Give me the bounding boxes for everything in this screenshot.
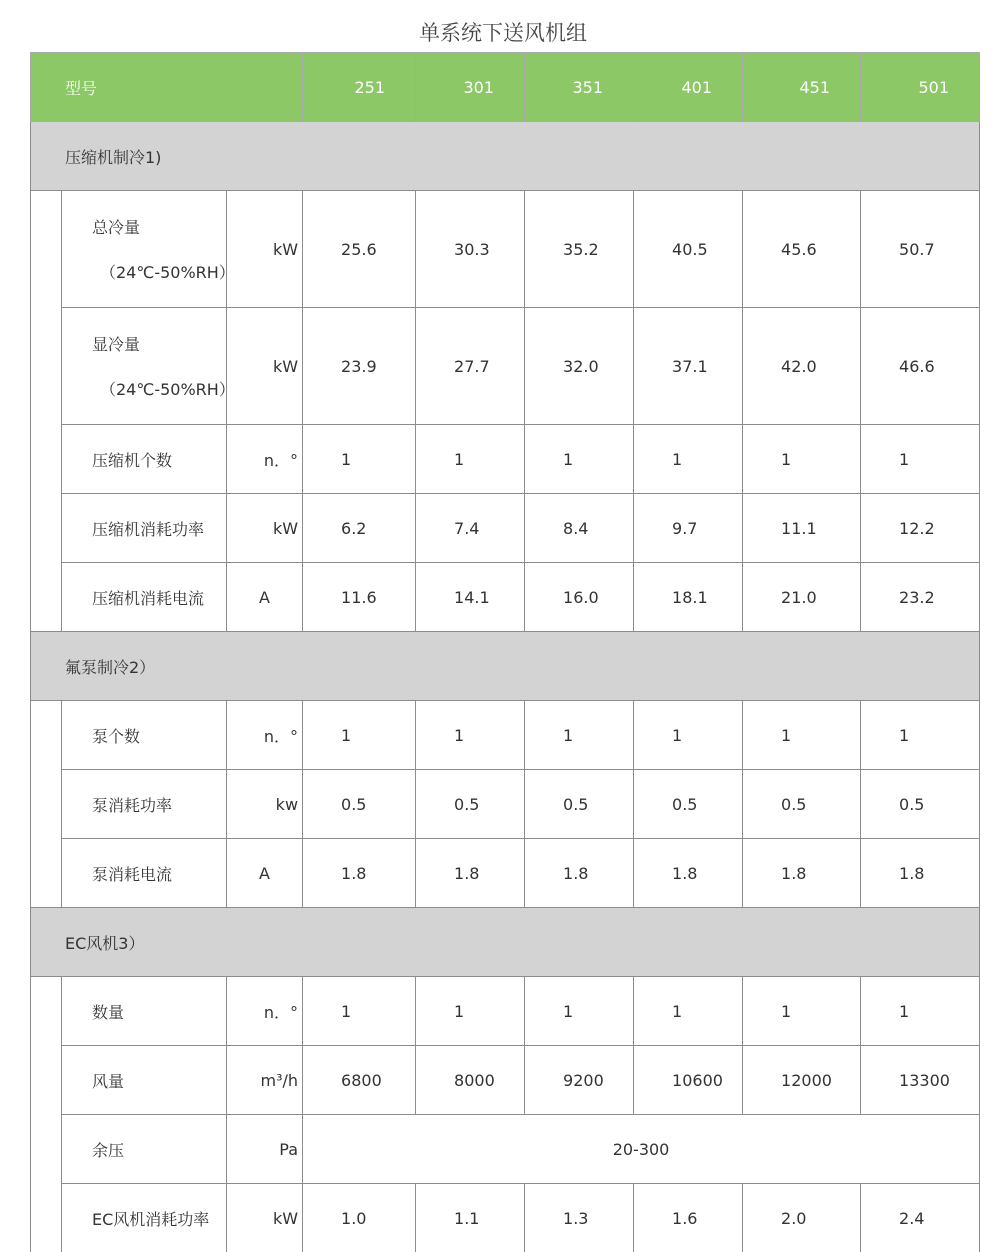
row-value: 1.1: [416, 1184, 525, 1252]
row-unit: kW: [227, 308, 303, 425]
row-value: 2.4: [861, 1184, 980, 1252]
row-value: 1.8: [743, 839, 861, 908]
row-name-line1: 总冷量: [92, 218, 140, 237]
row-name: 泵消耗电流: [62, 839, 227, 908]
table-row: [31, 191, 980, 308]
table-row: [31, 701, 980, 770]
row-name: 泵消耗功率: [62, 770, 227, 839]
row-value: 1.8: [416, 839, 525, 908]
indent-cell: [31, 977, 62, 1252]
row-value: 25.6: [303, 191, 416, 308]
row-value: 1: [303, 701, 416, 770]
row-value: 50.7: [861, 191, 980, 308]
spec-table: [30, 52, 980, 1252]
row-value: 8000: [416, 1046, 525, 1115]
row-value: 0.5: [525, 770, 634, 839]
model-351: 351: [525, 53, 634, 122]
row-value: 1: [861, 425, 980, 494]
row-value: 1: [303, 425, 416, 494]
row-name: [62, 308, 227, 425]
row-name: 泵个数: [62, 701, 227, 770]
section-header: [31, 122, 980, 191]
row-name: 数量: [62, 977, 227, 1046]
model-label: 型号: [31, 53, 303, 122]
row-value: 10600: [634, 1046, 743, 1115]
row-value: 32.0: [525, 308, 634, 425]
row-value: 1: [525, 977, 634, 1046]
row-value: 9.7: [634, 494, 743, 563]
row-value: 1: [416, 977, 525, 1046]
row-value: 9200: [525, 1046, 634, 1115]
row-value: 1.3: [525, 1184, 634, 1252]
row-value: 14.1: [416, 563, 525, 632]
row-value: 1: [634, 977, 743, 1046]
row-unit: n．°: [227, 701, 303, 770]
section-title: 氟泵制冷2）: [31, 632, 980, 701]
row-value: 1: [303, 977, 416, 1046]
row-unit: A: [227, 563, 303, 632]
model-401: 401: [634, 53, 743, 122]
row-value: 12000: [743, 1046, 861, 1115]
indent-cell: [31, 191, 62, 632]
row-value: 30.3: [416, 191, 525, 308]
table-row: [31, 1184, 980, 1252]
header-row: [31, 53, 980, 122]
row-value: 40.5: [634, 191, 743, 308]
row-unit: A: [227, 839, 303, 908]
table-row: [31, 1115, 980, 1184]
row-value: 1: [416, 701, 525, 770]
row-unit: kW: [227, 191, 303, 308]
section-title: EC风机3）: [31, 908, 980, 977]
table-row: [31, 425, 980, 494]
row-value: 1: [743, 701, 861, 770]
model-251: 251: [303, 53, 416, 122]
row-value: 6800: [303, 1046, 416, 1115]
row-value: 46.6: [861, 308, 980, 425]
row-value: 7.4: [416, 494, 525, 563]
row-value: 0.5: [416, 770, 525, 839]
row-value: 0.5: [743, 770, 861, 839]
table-row: [31, 977, 980, 1046]
row-value: 1.8: [303, 839, 416, 908]
row-value: 0.5: [634, 770, 743, 839]
row-span-value: 20-300: [303, 1115, 980, 1184]
row-value: 0.5: [861, 770, 980, 839]
row-value: 18.1: [634, 563, 743, 632]
row-value: 16.0: [525, 563, 634, 632]
row-unit: m³/h: [227, 1046, 303, 1115]
row-value: 21.0: [743, 563, 861, 632]
row-value: 2.0: [743, 1184, 861, 1252]
row-value: 1.8: [634, 839, 743, 908]
model-301: 301: [416, 53, 525, 122]
table-row: [31, 839, 980, 908]
row-value: 23.2: [861, 563, 980, 632]
table-row: [31, 494, 980, 563]
row-unit: kw: [227, 770, 303, 839]
row-value: 1.0: [303, 1184, 416, 1252]
section-header: [31, 908, 980, 977]
row-value: 1.8: [861, 839, 980, 908]
table-title: 单系统下送风机组: [0, 17, 1006, 47]
section-title: 压缩机制冷1): [31, 122, 980, 191]
row-unit: Pa: [227, 1115, 303, 1184]
model-451: 451: [743, 53, 861, 122]
model-501: 501: [861, 53, 980, 122]
row-value: 1: [743, 977, 861, 1046]
row-value: 1.8: [525, 839, 634, 908]
row-unit: n．°: [227, 977, 303, 1046]
row-name: 压缩机消耗电流: [62, 563, 227, 632]
row-name: EC风机消耗功率: [62, 1184, 227, 1252]
row-value: 45.6: [743, 191, 861, 308]
section-header: [31, 632, 980, 701]
row-name: 风量: [62, 1046, 227, 1115]
row-value: 11.1: [743, 494, 861, 563]
row-unit: kW: [227, 1184, 303, 1252]
row-name: 压缩机个数: [62, 425, 227, 494]
row-value: 1: [634, 425, 743, 494]
row-value: 0.5: [303, 770, 416, 839]
row-value: 1: [525, 425, 634, 494]
row-value: 42.0: [743, 308, 861, 425]
row-value: 6.2: [303, 494, 416, 563]
row-value: 27.7: [416, 308, 525, 425]
row-name: [62, 191, 227, 308]
row-unit: n．°: [227, 425, 303, 494]
row-name-line2: （24℃-50%RH）: [92, 260, 226, 283]
table-row: [31, 563, 980, 632]
indent-cell: [31, 701, 62, 908]
table-row: [31, 308, 980, 425]
row-unit: kW: [227, 494, 303, 563]
row-value: 1: [861, 977, 980, 1046]
row-value: 13300: [861, 1046, 980, 1115]
row-name-line1: 显冷量: [92, 335, 140, 354]
row-value: 1: [743, 425, 861, 494]
row-value: 35.2: [525, 191, 634, 308]
row-name: 压缩机消耗功率: [62, 494, 227, 563]
row-value: 1.6: [634, 1184, 743, 1252]
row-value: 37.1: [634, 308, 743, 425]
row-value: 1: [525, 701, 634, 770]
row-value: 1: [416, 425, 525, 494]
row-name-line2: （24℃-50%RH）: [92, 377, 226, 400]
table-row: [31, 1046, 980, 1115]
table-row: [31, 770, 980, 839]
row-value: 23.9: [303, 308, 416, 425]
row-value: 1: [634, 701, 743, 770]
row-value: 12.2: [861, 494, 980, 563]
row-name: 余压: [62, 1115, 227, 1184]
row-value: 1: [861, 701, 980, 770]
row-value: 8.4: [525, 494, 634, 563]
row-value: 11.6: [303, 563, 416, 632]
